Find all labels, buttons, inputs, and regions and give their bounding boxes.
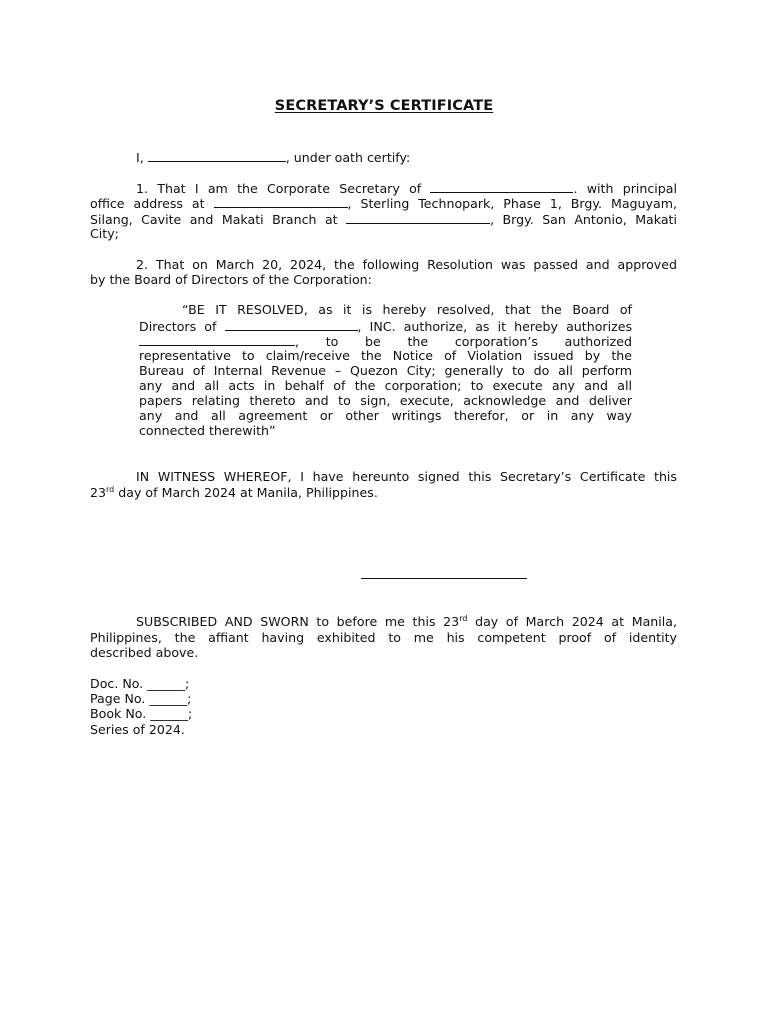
company-name-blank <box>225 318 358 331</box>
witness-line2 <box>90 485 378 501</box>
para1-line2-text: office address at <box>90 196 205 211</box>
intro-line <box>136 149 410 166</box>
series-year: Series of 2024. <box>90 722 185 737</box>
resolution-line8-text: any and all agreement or other writings therefor, or in any way <box>139 408 632 423</box>
resolution-line9: connected therewith” <box>139 423 276 438</box>
para2-line1 <box>136 257 677 273</box>
witness-day-suffix: rd <box>106 485 115 494</box>
resolution-line6-text: any and all acts in behalf of the corporation; to execute any and all <box>139 378 632 393</box>
signature-line <box>361 578 527 579</box>
para2-line2: by the Board of Directors of the Corporation: <box>90 272 372 287</box>
sworn-day-suffix: rd <box>459 614 468 623</box>
office-address-blank <box>214 195 348 208</box>
document-title <box>0 98 768 114</box>
sworn-line2 <box>90 630 677 646</box>
para1-line1-text: 1. That I am the Corporate Secretary of <box>136 181 422 196</box>
resolution-line2-end: , INC. authorize, as it hereby authorizes <box>357 319 633 334</box>
name-blank <box>148 149 286 162</box>
intro-prefix: I, <box>136 150 144 165</box>
resolution-line7 <box>139 393 632 409</box>
resolution-line1 <box>182 302 632 318</box>
resolution-line6 <box>139 378 632 394</box>
sworn-line1-end: day of March 2024 at Manila, <box>467 614 678 629</box>
book-number: Book No. ______; <box>90 706 193 721</box>
witness-line1-text: IN WITNESS WHEREOF, I have hereunto signed this Secretary’s Certificate this <box>136 469 677 484</box>
witness-line1 <box>136 469 677 485</box>
para1-line1-end: . with principal <box>573 181 677 196</box>
resolution-line2-text: Directors of <box>139 319 217 334</box>
para1-line3 <box>90 211 677 228</box>
resolution-line5-text: Bureau of Internal Revenue – Quezon City; generally to do all perform <box>139 363 632 378</box>
witness-line2-text: day of March 2024 at Manila, Philippines. <box>114 485 378 500</box>
witness-day: 23 <box>90 485 107 500</box>
para1-line4: City; <box>90 226 119 241</box>
branch-address-blank <box>346 211 490 224</box>
corporation-blank <box>430 180 573 193</box>
resolution-line8 <box>139 408 632 424</box>
resolution-line4 <box>139 348 632 364</box>
resolution-line3-end: , to be the corporation’s authorized <box>295 334 632 349</box>
para1-line3-text: Silang, Cavite and Makati Branch at <box>90 212 338 227</box>
sworn-line1 <box>136 614 677 630</box>
para1-line2 <box>90 195 677 212</box>
representative-blank <box>139 333 295 346</box>
para1-line2-end: , Sterling Technopark, Phase 1, Brgy. Maguyam, <box>347 196 677 211</box>
document-title-text: SECRETARY’S CERTIFICATE <box>274 98 494 114</box>
resolution-line7-text: papers relating thereto and to sign, execute, acknowledge and deliver <box>139 393 632 408</box>
para2-line1-text: 2. That on March 20, 2024, the following Resolution was passed and approved <box>136 257 677 272</box>
resolution-line1-text: “BE IT RESOLVED, as it is hereby resolved, that the Board of <box>182 302 632 317</box>
resolution-line4-text: representative to claim/receive the Notice of Violation issued by the <box>139 348 632 363</box>
para1-line3-end: , Brgy. San Antonio, Makati <box>490 212 677 227</box>
doc-number: Doc. No. ______; <box>90 676 190 691</box>
sworn-line1-text: SUBSCRIBED AND SWORN to before me this 23 <box>136 614 460 629</box>
sworn-line3: described above. <box>90 645 199 660</box>
resolution-line5 <box>139 363 632 379</box>
intro-suffix: , under oath certify: <box>285 150 411 165</box>
page-number: Page No. ______; <box>90 691 192 706</box>
sworn-line2-text: Philippines, the affiant having exhibited to me his competent proof of identity <box>90 630 677 645</box>
